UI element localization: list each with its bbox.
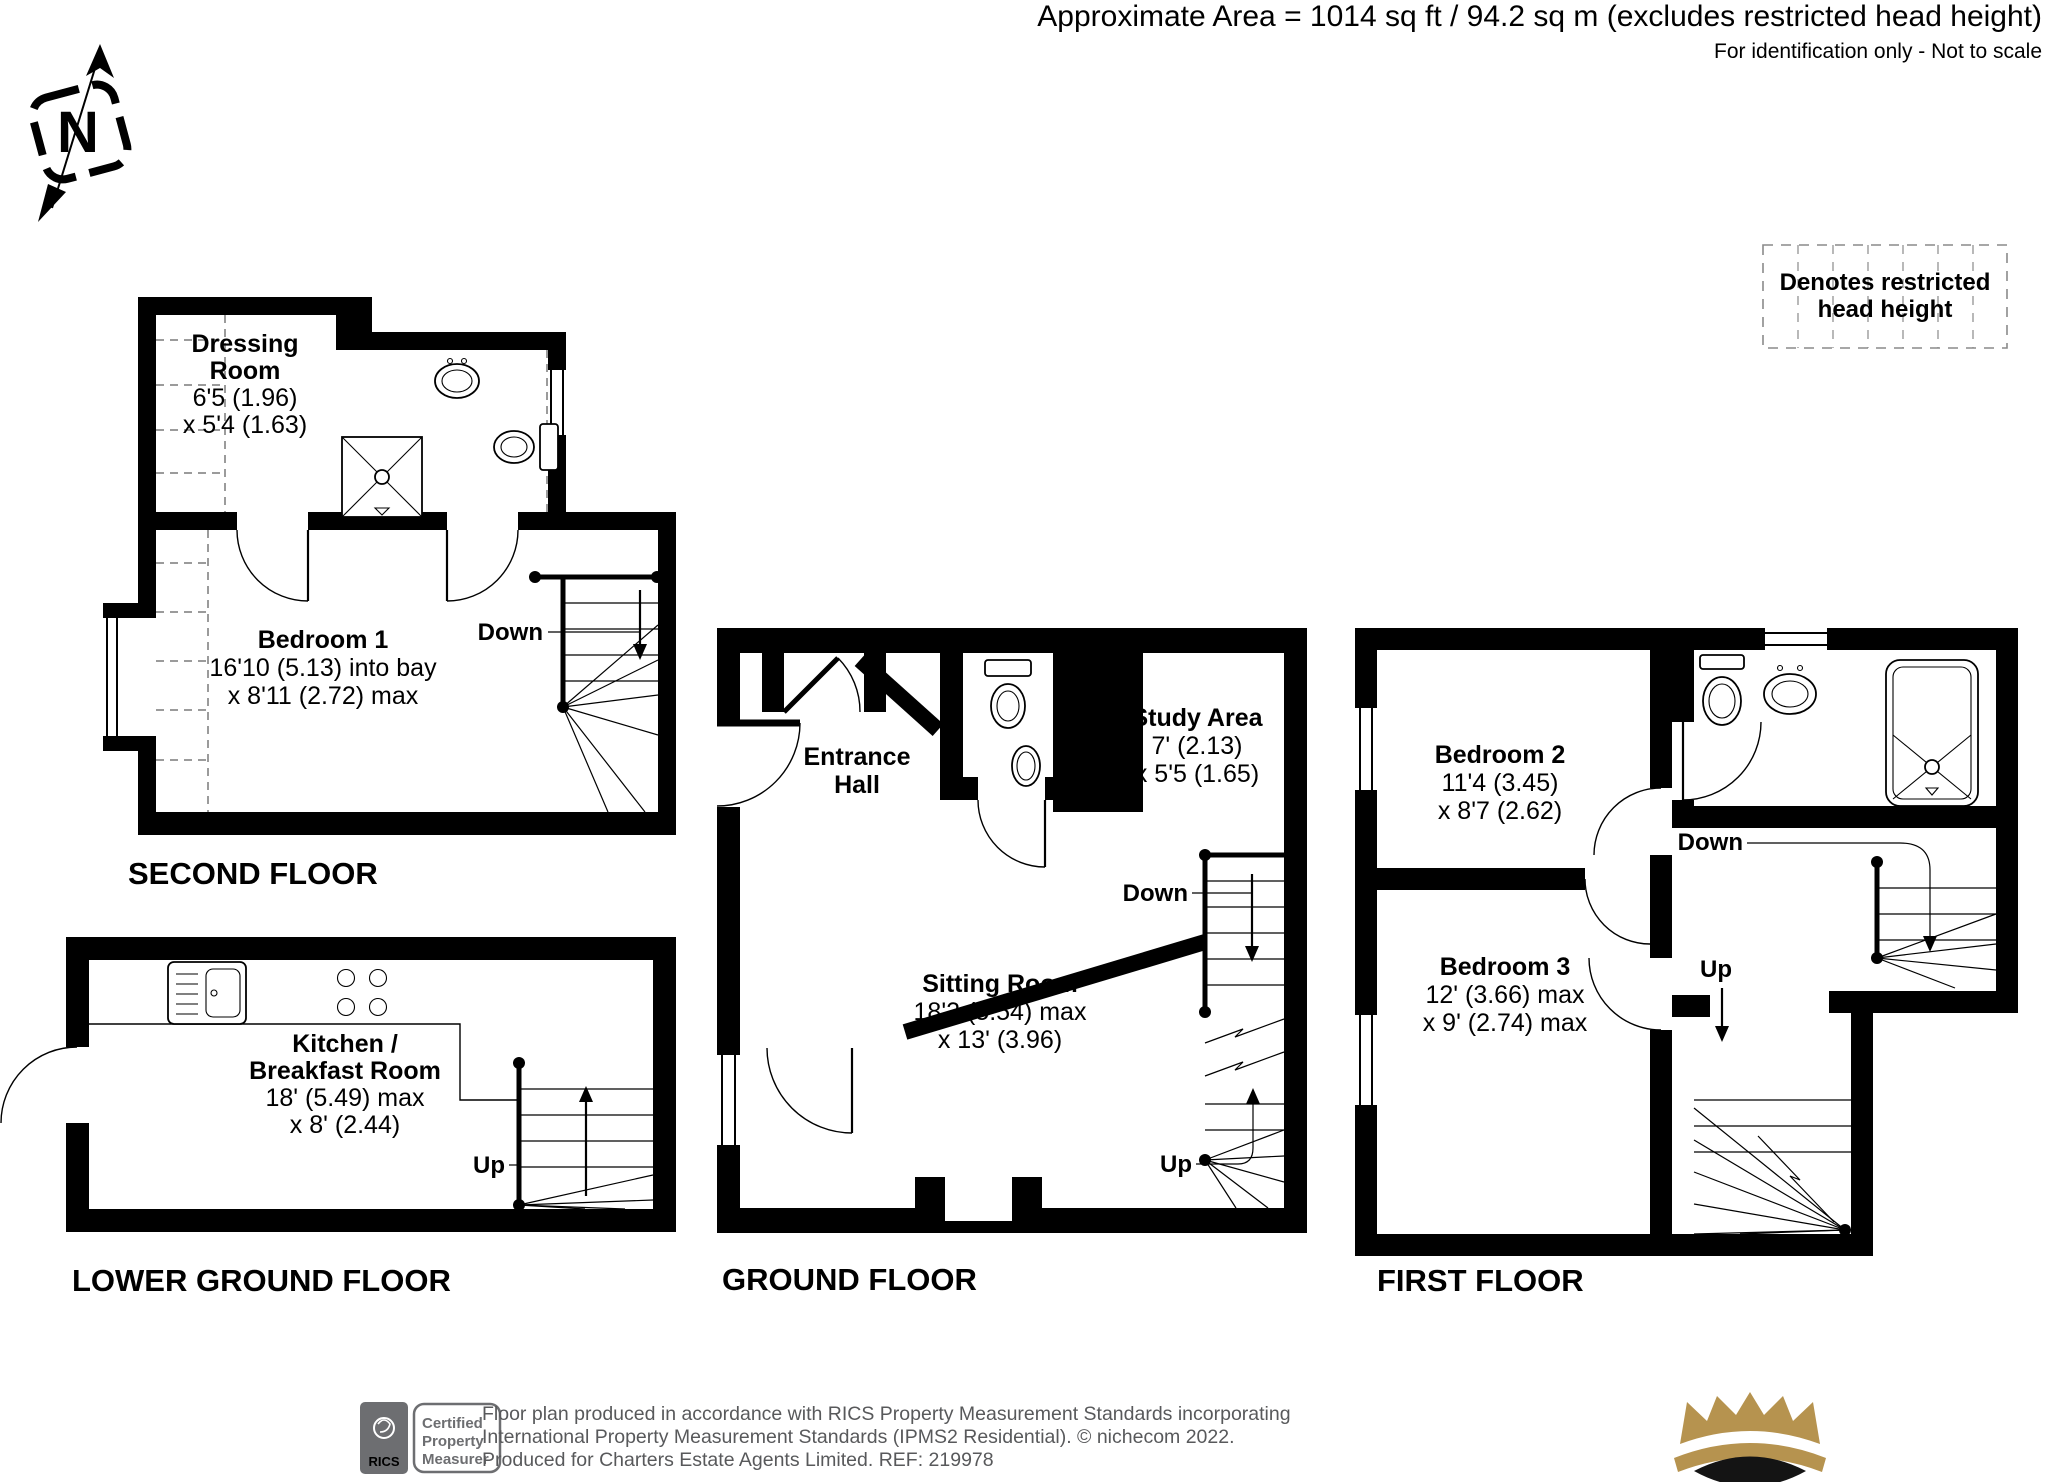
bedroom3-door <box>1589 958 1661 1030</box>
footer-line1: Floor plan produced in accordance with RICS Property Measurement Standards incorporating <box>482 1403 1291 1425</box>
first-floor-up-stairs[interactable] <box>1694 988 1851 1236</box>
hob-icon <box>338 970 387 1016</box>
ground-floor-plan <box>717 628 1307 1297</box>
lower-ground-floor-plan <box>1 937 676 1298</box>
kitchen-label <box>249 1030 441 1139</box>
second-floor-plan <box>103 297 676 891</box>
first-floor-down-stairs[interactable] <box>1747 843 1996 988</box>
svg-text:x 8' (2.44): x 8' (2.44) <box>289 1111 401 1139</box>
first-floor-plan <box>1355 628 2018 1298</box>
first-bathroom-door <box>1683 722 1761 800</box>
lower-ground-floor-title: LOWER GROUND FLOOR <box>72 1263 451 1298</box>
svg-text:6'5 (1.96): 6'5 (1.96) <box>192 384 298 412</box>
svg-text:Study Area: Study Area <box>1131 704 1263 732</box>
ground-up-label: Up <box>1160 1151 1192 1178</box>
svg-text:Dressing: Dressing <box>191 330 299 358</box>
cert-line1: Certified <box>422 1415 483 1432</box>
bedroom2-door <box>1594 788 1661 855</box>
svg-text:Bedroom 2: Bedroom 2 <box>1434 741 1566 769</box>
dressing-room-label <box>183 330 307 439</box>
svg-text:x 5'4 (1.63): x 5'4 (1.63) <box>182 411 308 439</box>
second-sink-icon <box>435 359 479 399</box>
svg-text:Sitting Room: Sitting Room <box>922 970 1078 998</box>
wc-sink-icon <box>1012 746 1040 786</box>
svg-text:N: N <box>57 100 99 165</box>
dressing-room-door <box>237 530 308 601</box>
bedroom3-label <box>1423 953 1588 1037</box>
crown-logo-icon <box>1674 1392 1826 1482</box>
svg-text:16'10 (5.13) into bay: 16'10 (5.13) into bay <box>209 654 437 682</box>
legend-line2: head height <box>1817 296 1953 323</box>
footer-line3: Produced for Charters Estate Agents Limited. REF: 219978 <box>482 1449 994 1471</box>
first-floor-title: FIRST FLOOR <box>1377 1263 1584 1298</box>
bedroom1-label <box>209 626 437 710</box>
legend-line1: Denotes restricted <box>1779 269 1991 296</box>
svg-text:x 5'5 (1.65): x 5'5 (1.65) <box>1134 760 1260 788</box>
svg-text:Breakfast Room: Breakfast Room <box>249 1057 441 1085</box>
ground-floor-windows <box>722 1055 735 1145</box>
svg-text:x 8'7 (2.62): x 8'7 (2.62) <box>1437 797 1563 825</box>
first-sink-icon <box>1764 666 1816 715</box>
lower-ground-entry-door <box>1 1047 77 1123</box>
svg-text:11'4 (3.45): 11'4 (3.45) <box>1441 769 1559 797</box>
cert-line3: Measurer <box>422 1451 489 1468</box>
cert-line2: Property <box>422 1433 484 1450</box>
svg-text:Room: Room <box>209 357 281 385</box>
lower-up-label: Up <box>473 1152 505 1179</box>
rics-logo <box>360 1402 500 1474</box>
sitting-room-door <box>767 1048 852 1133</box>
rics-text: RICS <box>368 1454 400 1469</box>
svg-text:Bedroom 3: Bedroom 3 <box>1439 953 1571 981</box>
svg-text:x 13' (3.96): x 13' (3.96) <box>937 1026 1063 1054</box>
kitchen-sink-icon <box>168 962 246 1024</box>
svg-text:Hall: Hall <box>834 771 880 799</box>
landing-door <box>1585 879 1650 944</box>
first-toilet-icon <box>1700 655 1744 725</box>
shower-icon <box>342 437 422 517</box>
second-toilet-icon <box>494 424 558 470</box>
second-down-label: Down <box>477 619 543 646</box>
wc-door <box>978 800 1045 867</box>
svg-text:18'2 (5.54) max: 18'2 (5.54) max <box>913 998 1087 1026</box>
second-floor-stairs[interactable] <box>529 571 663 812</box>
first-down-label: Down <box>1677 829 1743 856</box>
second-floor-walls <box>103 297 676 835</box>
second-bathroom-door <box>447 530 518 601</box>
svg-text:Kitchen /: Kitchen / <box>292 1030 398 1058</box>
entrance-hall-label <box>804 743 911 799</box>
svg-text:x 9' (2.74) max: x 9' (2.74) max <box>1422 1009 1588 1037</box>
footer-credits <box>482 1403 1291 1471</box>
svg-text:7' (2.13): 7' (2.13) <box>1151 732 1243 760</box>
second-floor-title: SECOND FLOOR <box>128 856 378 891</box>
first-up-label: Up <box>1700 956 1732 983</box>
approx-area-text: Approximate Area = 1014 sq ft / 94.2 sq m (excludes restricted head height) <box>1037 0 2042 33</box>
ground-floor-title: GROUND FLOOR <box>722 1262 977 1297</box>
bath-icon <box>1886 660 1978 806</box>
bedroom2-label <box>1435 741 1566 825</box>
svg-text:x 8'11 (2.72) max: x 8'11 (2.72) max <box>227 682 419 710</box>
svg-text:Entrance: Entrance <box>803 743 911 771</box>
restricted-head-height-legend <box>1763 245 2007 348</box>
lower-ground-stairs[interactable] <box>509 1057 653 1211</box>
svg-text:12' (3.66) max: 12' (3.66) max <box>1425 981 1585 1009</box>
disclaimer-text: For identification only - Not to scale <box>1714 40 2042 63</box>
sitting-room-label <box>914 970 1087 1054</box>
ground-down-label: Down <box>1122 880 1188 907</box>
porch-door <box>784 658 860 712</box>
svg-text:Bedroom 1: Bedroom 1 <box>257 626 389 654</box>
front-door[interactable] <box>717 723 800 806</box>
study-area-label <box>1131 704 1263 788</box>
wc-toilet-icon <box>985 660 1031 728</box>
svg-text:18' (5.49) max: 18' (5.49) max <box>265 1084 425 1112</box>
footer-line2: International Property Measurement Standards (IPMS2 Residential). © nichecom 2022. <box>482 1426 1235 1448</box>
north-compass-icon <box>29 44 132 222</box>
